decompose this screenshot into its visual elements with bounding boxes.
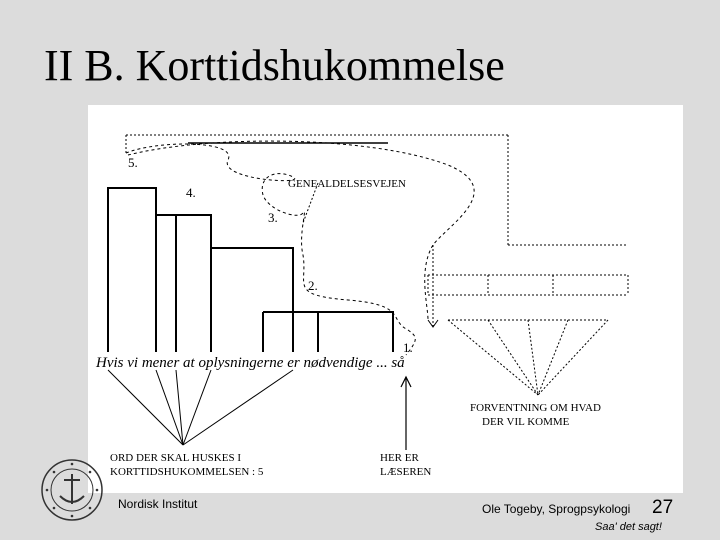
step-label-5: 5.: [128, 155, 138, 170]
page-number: 27: [652, 497, 674, 518]
university-seal-logo: [40, 458, 104, 522]
tree-diagram-panel: [88, 105, 683, 493]
generation-path-curve: [126, 144, 415, 355]
dotted-top-frame: [126, 135, 628, 245]
step-label-1: 1.: [403, 340, 413, 355]
reader-line-2: LÆSEREN: [380, 466, 432, 478]
slide-title: II B. Korttidshukommelse: [44, 41, 505, 90]
footer-institute: Nordisk Institut: [118, 497, 198, 511]
path-label: GENEALDELSESVEJEN: [288, 178, 406, 190]
reader-line-1: HER ER: [380, 452, 419, 464]
words-box-line-2: KORTTIDSHUKOMMELSEN : 5: [110, 466, 264, 478]
outer-loop-curve: [128, 141, 474, 320]
word-count-lines: [108, 370, 293, 445]
sentence-text: Hvis vi mener at oplysningerne er nødvendige ... så: [96, 355, 405, 371]
step-label-2: 2.: [308, 278, 318, 293]
expectation-tree: [428, 275, 628, 395]
sentence-tree: [108, 188, 393, 352]
step-label-3: 3.: [268, 210, 278, 225]
footer-quote: Saa' det sagt!: [595, 521, 662, 533]
expectation-line-1: FORVENTNING OM HVAD: [470, 402, 601, 414]
tree-diagram: [88, 105, 683, 493]
step-label-4: 4.: [186, 185, 196, 200]
expectation-line-2: DER VIL KOMME: [482, 416, 570, 428]
words-box-line-1: ORD DER SKAL HUSKES I: [110, 452, 241, 464]
footer-author: Ole Togeby, Sprogpsykologi: [482, 502, 631, 516]
reader-arrow: [401, 377, 411, 450]
